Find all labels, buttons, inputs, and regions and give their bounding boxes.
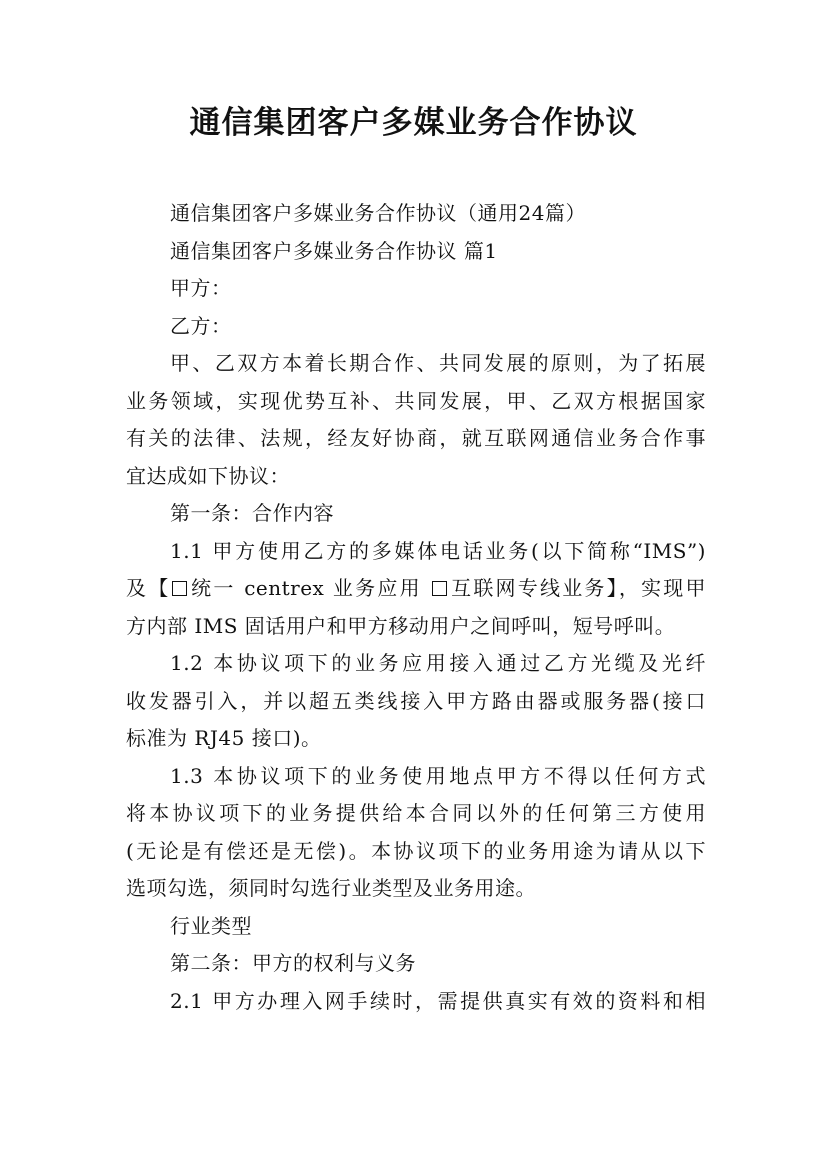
paragraph-line: 1.3 本协议项下的业务使用地点甲方不得以任何方式 [170,763,706,788]
section-heading: 第二条：甲方的权利与义务 [170,951,416,975]
paragraph-line: 业务领域，实现优势互补、共同发展，甲、乙双方根据国家 [126,388,706,413]
paragraph-line: 乙方： [170,313,232,338]
document-title: 通信集团客户多媒业务合作协议 [189,105,638,141]
paragraph-line: (无论是有偿还是无偿)。本协议项下的业务用途为请从以下 [126,838,706,863]
paragraph-line: 选项勾选，须同时勾选行业类型及业务用途。 [126,876,536,900]
paragraph-line: 行业类型 [170,913,252,938]
checkbox-icon [432,581,447,596]
section-heading: 第一条：合作内容 [170,501,334,525]
line-segment: 统一 centrex 业务应用 [189,576,431,600]
paragraph-line: 1.1 甲方使用乙方的多媒体电话业务(以下简称“IMS”) [170,538,706,563]
paragraph-line: 宜达成如下协议： [126,463,290,488]
paragraph-line: 方内部 IMS 固话用户和甲方移动用户之间呼叫，短号呼叫。 [126,613,676,638]
checkbox-icon [172,581,187,596]
paragraph-line: 收发器引入，并以超五类线接入甲方路由器或服务器(接口 [126,688,706,713]
paragraph-line: 将本协议项下的业务提供给本合同以外的任何第三方使用 [126,801,706,825]
paragraph-line: 甲方： [170,276,232,300]
paragraph-line: 1.2 本协议项下的业务应用接入通过乙方光缆及光纤 [170,651,706,675]
paragraph-line-with-checkboxes [126,570,706,608]
paragraph-line: 甲、乙双方本着长期合作、共同发展的原则，为了拓展 [170,351,706,375]
line-segment: 及【 [126,576,171,600]
line-segment: 互联网专线业务】，实现甲 [449,576,707,600]
paragraph-line: 通信集团客户多媒业务合作协议（通用24篇） [170,201,586,225]
document-body [126,195,706,1020]
paragraph-line: 通信集团客户多媒业务合作协议 篇1 [170,238,498,263]
paragraph-line: 2.1 甲方办理入网手续时，需提供真实有效的资料和相 [170,988,706,1013]
paragraph-line: 有关的法律、法规，经友好协商，就互联网通信业务合作事 [126,426,706,450]
paragraph-line: 标准为 RJ45 接口)。 [126,726,322,750]
